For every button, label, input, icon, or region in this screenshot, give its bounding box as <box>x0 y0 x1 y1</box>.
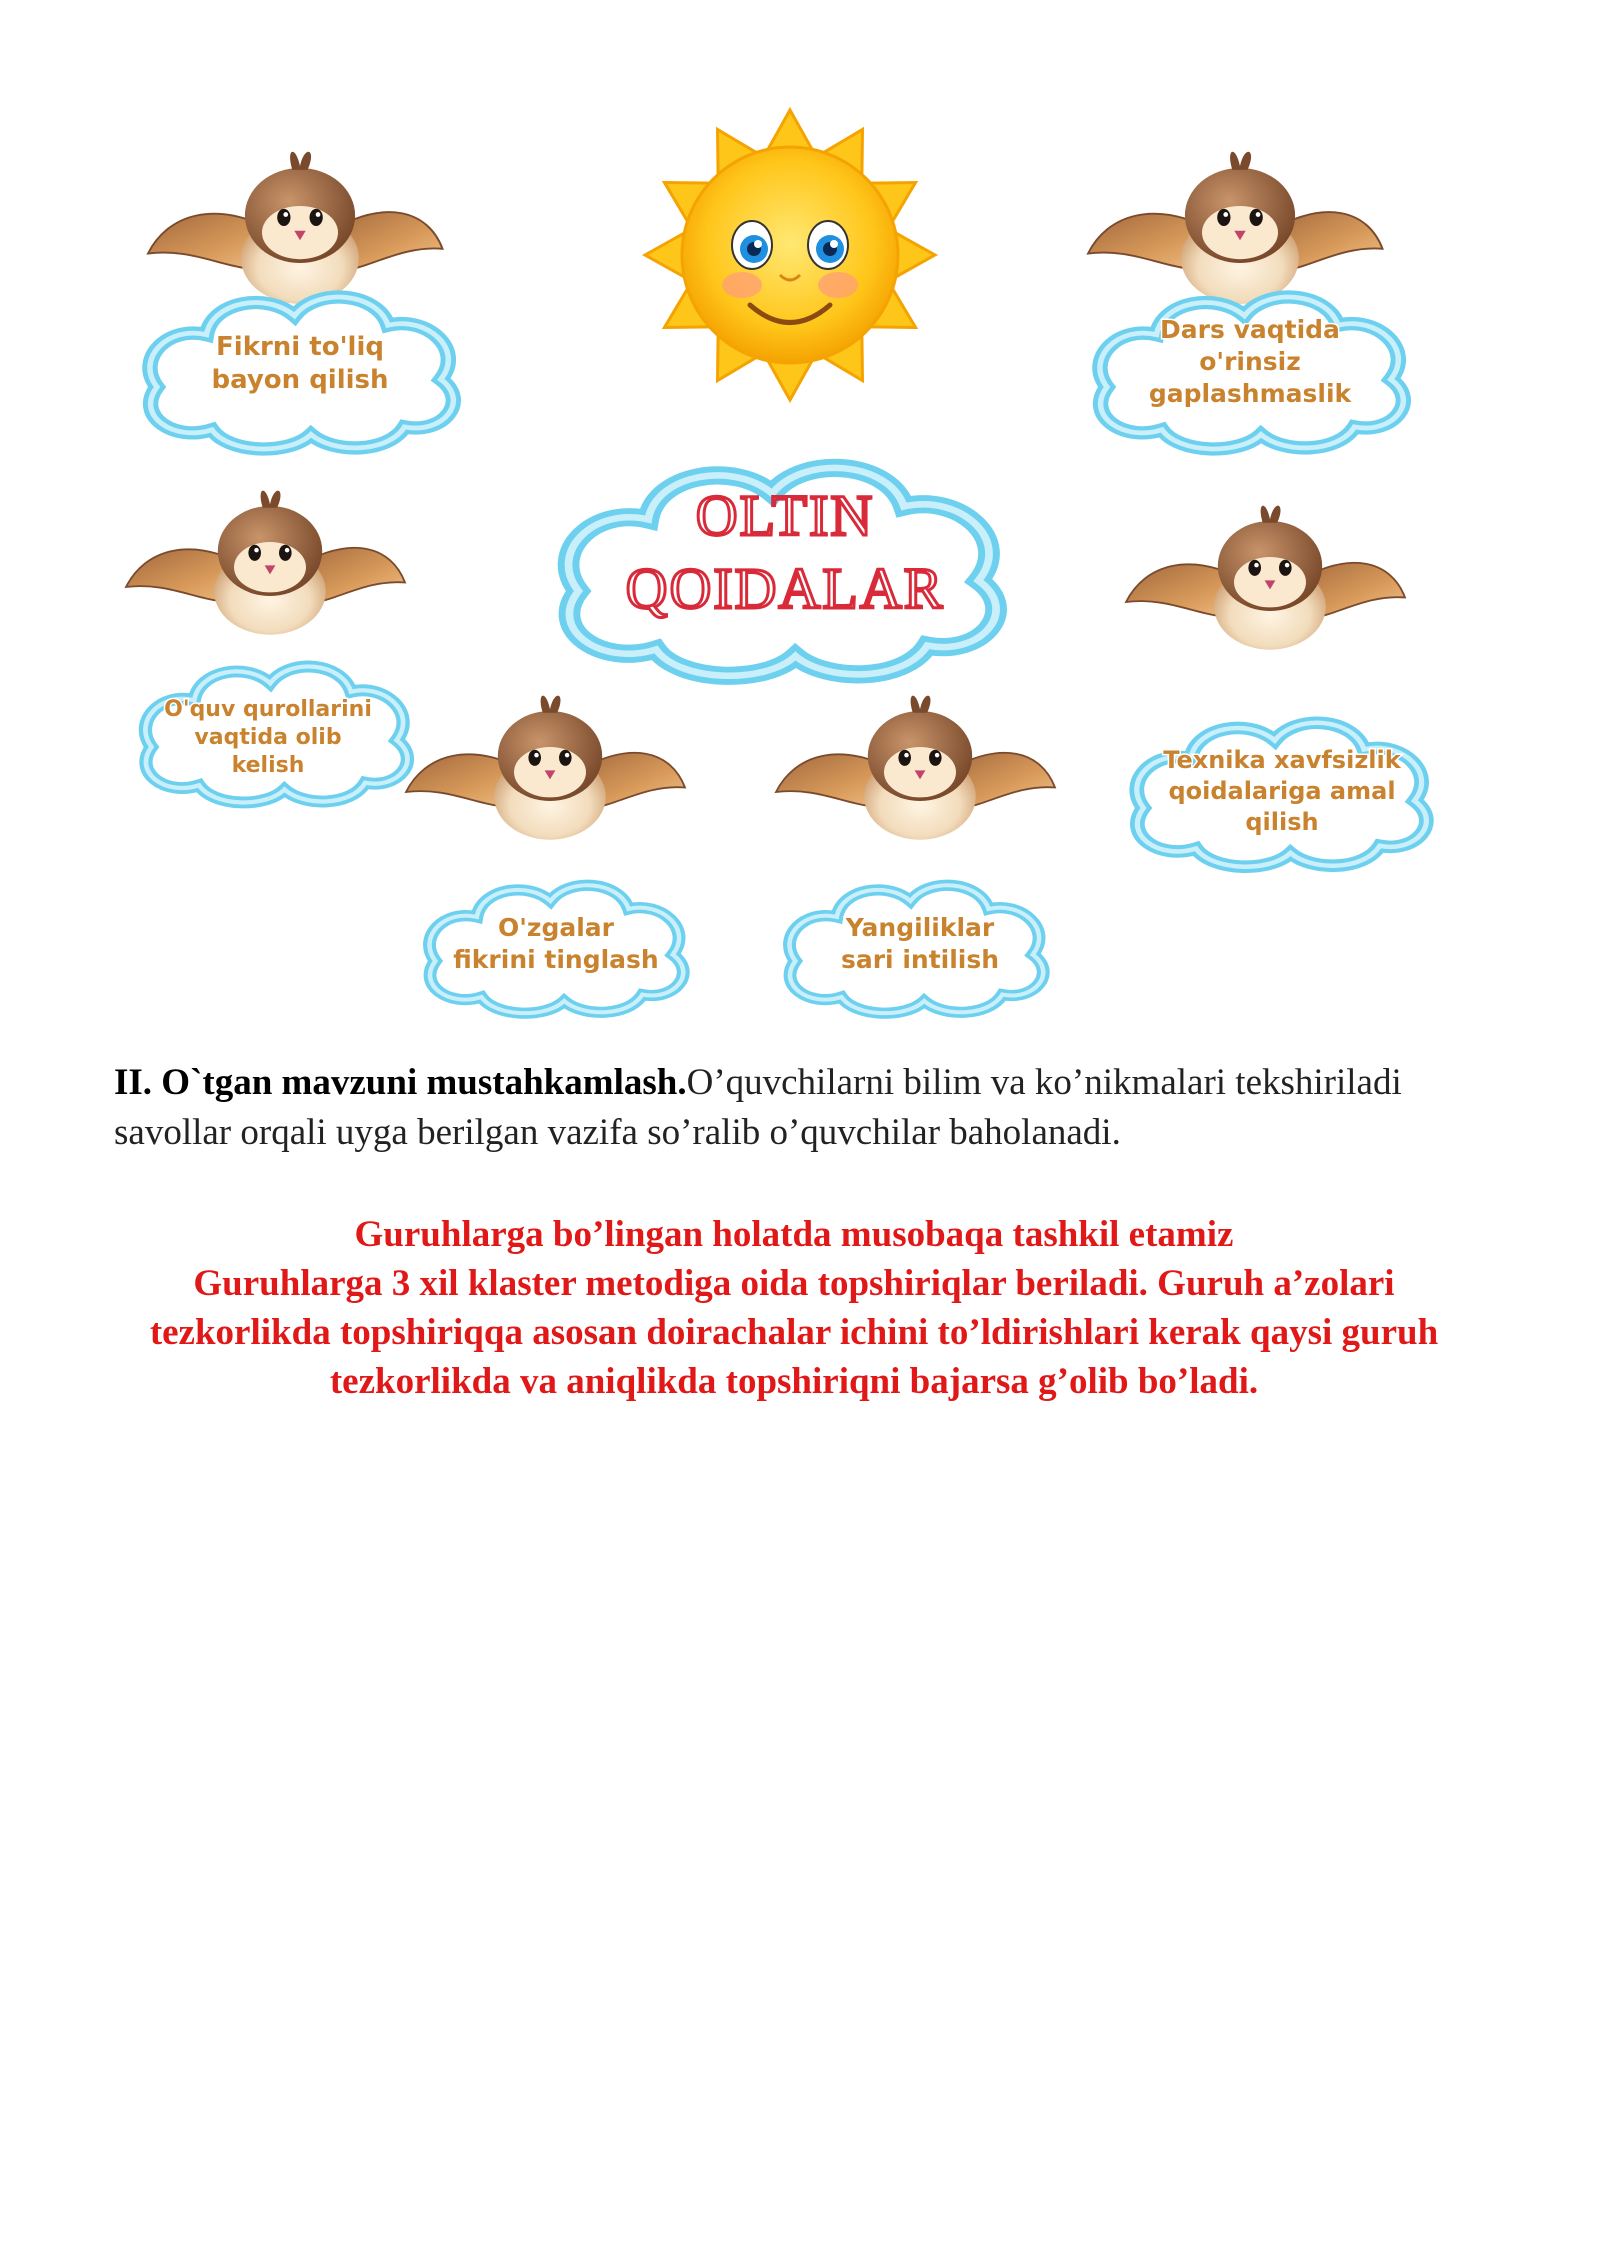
golden-rules-poster <box>0 0 1600 1040</box>
rule-text: o'rinsiz <box>1199 347 1301 376</box>
lesson-paragraph <box>114 1058 1474 1158</box>
rule-text: vaqtida olib <box>194 725 342 750</box>
rule-text: qoidalariga amal <box>1168 777 1396 805</box>
poster-title-line2: QOIDALAR <box>625 556 945 621</box>
section-heading: II. O`tgan mavzuni mustahkamlash. <box>114 1062 687 1103</box>
rule-text: fikrini tinglash <box>453 945 659 974</box>
section-text: O’quvchilarni bilim va ko’nikmalari tekshiriladi savollar orqali uyga berilgan vazifa so’ralib o’quvchilar baholanadi. <box>114 1062 1402 1153</box>
rule-text: Fikrni to'liq <box>216 332 384 362</box>
bird-icon <box>148 152 443 304</box>
rule-text: gaplashmaslik <box>1148 379 1352 408</box>
rule-text: O'zgalar <box>498 913 614 942</box>
rule-text: Yangiliklar <box>845 913 995 942</box>
task-instructions <box>114 1210 1474 1406</box>
rule-text: qilish <box>1245 808 1319 836</box>
bird-icon <box>1088 152 1383 304</box>
rule-text: bayon qilish <box>211 365 389 395</box>
instruction-line: Guruhlarga bo’lingan holatda musobaqa tashkil etamiz <box>354 1214 1234 1255</box>
rule-text: Dars vaqtida <box>1160 315 1340 344</box>
rule-text: kelish <box>231 753 305 778</box>
sun-icon <box>645 110 935 400</box>
poster-title-line1: OLTIN <box>695 483 875 548</box>
rule-text: sari intilish <box>840 945 1000 974</box>
bird-icon <box>126 491 405 635</box>
bird-icon <box>776 696 1055 840</box>
rule-text: Texnika xavfsizlik <box>1163 746 1401 774</box>
bird-icon <box>1126 506 1405 650</box>
rule-text: O'quv qurollarini <box>164 697 372 722</box>
instruction-line: Guruhlarga 3 xil klaster metodiga oida topshiriqlar beriladi. Guruh a’zolari tezkorlikda topshiriqqa asosan doirachalar ichini to’ldirishlari kerak qaysi guruh tezkorlikda va aniqlikda topshiriqni bajarsa g’olib bo’ladi. <box>149 1263 1439 1402</box>
bird-icon <box>406 696 685 840</box>
